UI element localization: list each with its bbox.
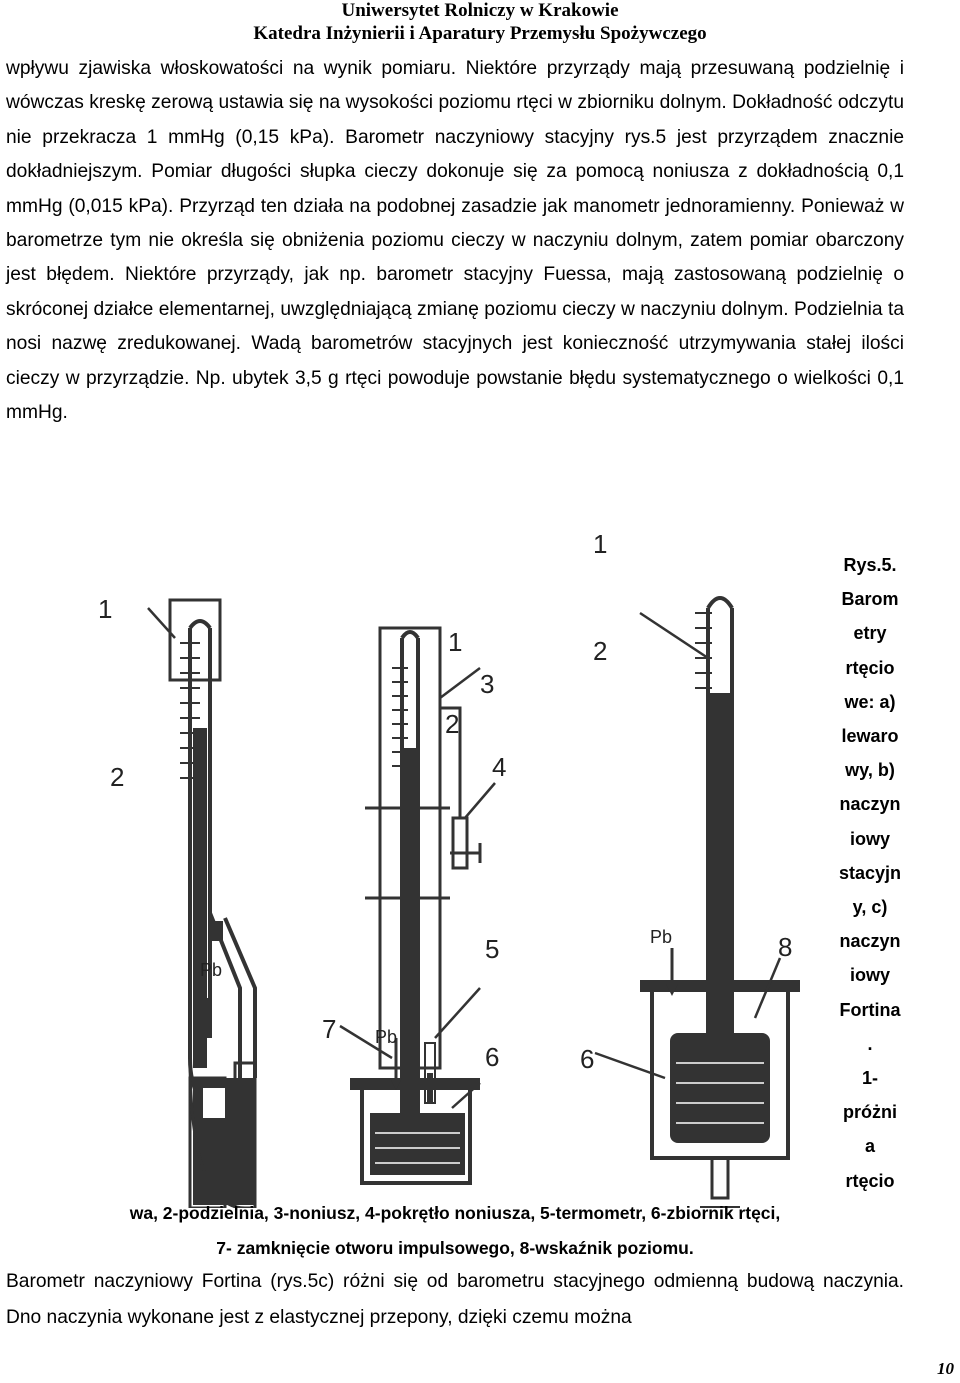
- side-caption-line: próżni: [843, 1102, 897, 1123]
- side-caption-line: 1-: [861, 1068, 878, 1089]
- side-caption-line: naczyn: [839, 794, 901, 815]
- side-caption-line: a: [864, 1136, 875, 1157]
- side-caption-line: wy, b): [845, 760, 895, 781]
- side-caption-line: Barom: [841, 589, 899, 610]
- fig-c-label-pb: Pb: [650, 927, 673, 947]
- figure-caption-line-1: wa, 2-podzielnia, 3-noniusz, 4-pokrętło noniusza, 5-termometr, 6-zbiornik rtęci,: [129, 1203, 781, 1223]
- side-caption-line: stacyjn: [838, 862, 902, 883]
- fig-b-label-3: 3: [480, 669, 495, 699]
- side-caption-line: rtęcio: [845, 657, 895, 678]
- side-caption-line: iowy: [849, 828, 890, 849]
- barometer-figure: [40, 518, 830, 1208]
- fig-b-label-2: 2: [445, 709, 460, 739]
- fig-c-label-1: 1: [593, 529, 608, 559]
- side-caption-line: rtęcio: [845, 1170, 895, 1191]
- side-caption-line: etry: [853, 623, 887, 644]
- station-barometer: [340, 628, 495, 1183]
- fig-a-label-2: 2: [110, 762, 125, 792]
- tail-text: [6, 1264, 904, 1336]
- fig-c-label-2: 2: [593, 636, 608, 666]
- fig-b-label-pb: Pb: [375, 1027, 398, 1047]
- page-number: 10: [937, 1359, 954, 1378]
- body-paragraph: wpływu zjawiska włoskowatości na wynik pomiaru. Niektóre przyrządy mają przesuwaną podzielnię i wówczas kreskę zerową ustawia się na wysokości poziomu rtęci w zbiorniku dolnym. Dokładność odczytu nie przekracza 1 mmHg (0,15 kPa). Barometr naczyniowy stacyjny rys.5 jest przyrządem znacznie dokładniejszym. Pomiar długości słupka cieczy dokonuje się za pomocą noniusza z dokładnością 0,1 mmHg (0,015 kPa). Przyrząd ten działa na podobnej zasadzie jak manometr jednoramienny. Ponieważ w barometrze tym nie określa się obniżenia poziomu cieczy w naczyniu dolnym, zatem pomiar obarczony jest błędem. Niektóre przyrządy, jak np. barometr stacyjny Fuessa, mają zastosowaną podzielnię o skróconej działce elementarnej, uwzględniającą zmianę poziomu cieczy w naczyniu dolnym. Podzielnia ta nosi nazwę zredukowanej. Wadą barometrów stacyjnych jest konieczność utrzymywania stałej ilości cieczy w przyrządzie. Np. ubytek 3,5 g rtęci powoduje powstanie błędu systematycznego o wielkości 0,1 mmHg.: [6, 58, 904, 424]
- side-caption-line: Fortina: [839, 999, 901, 1020]
- fig-c-label-6: 6: [580, 1044, 595, 1074]
- fig-b-label-6: 6: [485, 1042, 500, 1072]
- figure-caption: [40, 1196, 870, 1266]
- side-caption-line: iowy: [849, 965, 890, 986]
- siphon-barometer: [148, 600, 255, 1208]
- side-caption-line: .: [867, 1033, 873, 1054]
- body-text: [6, 52, 904, 430]
- side-caption: [826, 548, 914, 1198]
- side-caption-line: Rys.5.: [843, 555, 897, 575]
- figure-caption-line-2: 7- zamknięcie otworu impulsowego, 8-wskaźnik poziomu.: [216, 1238, 694, 1258]
- department-name: Katedra Inżynierii i Aparatury Przemysłu Spożywczego: [253, 23, 707, 44]
- fortin-barometer: [595, 598, 800, 1208]
- side-caption-line: lewaro: [841, 726, 899, 747]
- fig-a-label-1: 1: [98, 594, 113, 624]
- fig-a-label-pb: Pb: [200, 960, 223, 980]
- side-caption-line: naczyn: [839, 931, 901, 952]
- fig-b-label-7: 7: [322, 1014, 337, 1044]
- fig-b-label-5: 5: [485, 934, 500, 964]
- university-name: Uniwersytet Rolniczy w Krakowie: [341, 0, 619, 21]
- fig-b-label-1: 1: [448, 627, 463, 657]
- side-caption-line: y, c): [852, 897, 888, 918]
- side-caption-line: we: a): [844, 691, 896, 712]
- barometer-diagram: [40, 518, 830, 1208]
- tail-paragraph: Barometr naczyniowy Fortina (rys.5c) różni się od barometru stacyjnego odmienną budową naczynia. Dno naczynia wykonane jest z elastycznej przepony, dzięki czemu można: [6, 1271, 904, 1328]
- page-header: [0, 0, 960, 46]
- fig-c-label-8: 8: [778, 932, 793, 962]
- fig-b-label-4: 4: [492, 752, 507, 782]
